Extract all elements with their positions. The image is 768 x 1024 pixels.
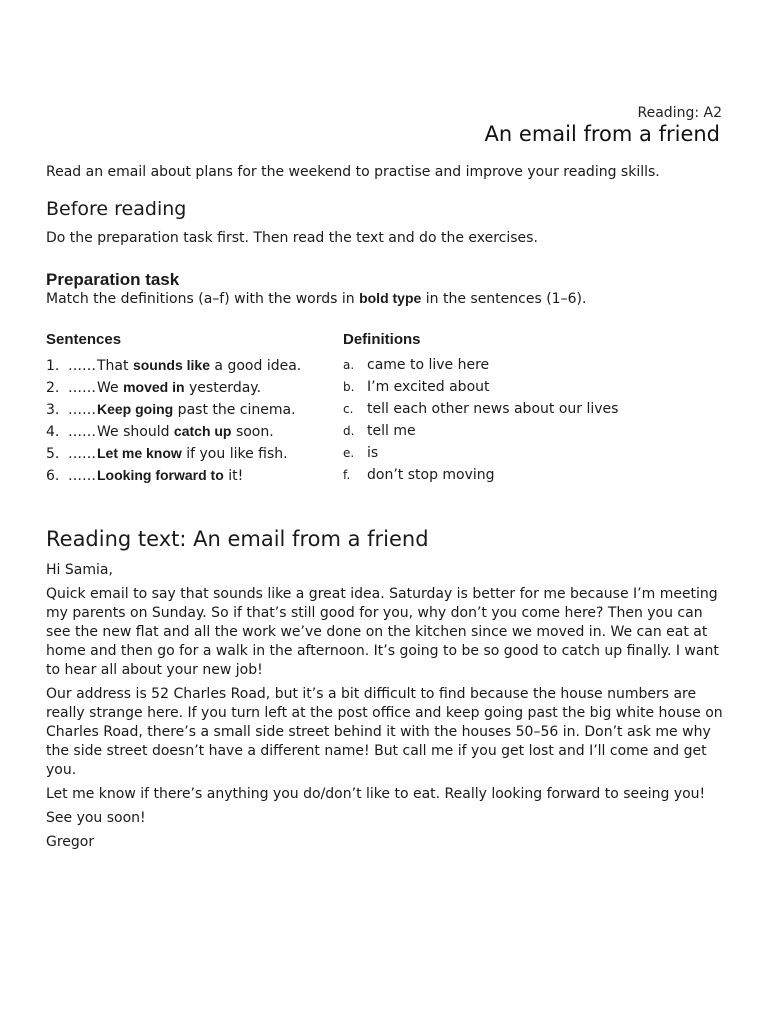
preparation-task-text xyxy=(46,290,586,307)
answer-blank: …… xyxy=(68,358,96,374)
sentence-post: yesterday. xyxy=(184,380,262,396)
sentence-number: 4. xyxy=(46,424,60,440)
definition-text: tell me xyxy=(367,423,416,439)
sentence-bold: catch up xyxy=(173,423,232,439)
sentence-bold: moved in xyxy=(123,379,185,395)
email-body xyxy=(46,561,726,857)
preparation-task-heading: Preparation task xyxy=(46,270,180,289)
definition-letter: b. xyxy=(343,380,355,394)
definition-letter: f. xyxy=(343,468,351,482)
email-paragraph-3: Let me know if there’s anything you do/don’t like to eat. Really looking forward to seeing you! xyxy=(46,786,706,802)
sentence-pre: That xyxy=(97,358,133,374)
sentences-heading: Sentences xyxy=(46,331,122,348)
answer-blank: …… xyxy=(68,468,96,484)
sentence-number: 6. xyxy=(46,468,60,484)
email-paragraph-1: Quick email to say that sounds like a great idea. Saturday is better for me because I’m meeting my parents on Sunday. So if that’s still good for you, why don’t you come here? Then you can see the new flat and all the work we’ve done on the kitchen since we moved in. We can eat at home and then go for a walk in the afternoon. It’s going to be so good to catch up finally. I want to hear all about your new job! xyxy=(46,586,719,678)
definition-text: is xyxy=(367,445,379,461)
sentence-pre: We should xyxy=(97,424,174,440)
sentences-list xyxy=(46,354,301,486)
sentence-post: if you like fish. xyxy=(181,446,288,462)
sentence-post: a good idea. xyxy=(209,358,302,374)
sentence-item xyxy=(46,442,301,464)
reading-text-heading: Reading text: An email from a friend xyxy=(46,527,429,551)
sentence-item xyxy=(46,376,301,398)
page-title: An email from a friend xyxy=(484,122,720,146)
definition-text: came to live here xyxy=(367,357,490,373)
before-reading-text: Do the preparation task first. Then read the text and do the exercises. xyxy=(46,230,538,246)
definition-letter: c. xyxy=(343,402,354,416)
prep-text-after: in the sentences (1–6). xyxy=(421,291,587,307)
sentence-bold: Let me know xyxy=(97,445,182,461)
prep-text-before: Match the definitions (a–f) with the words in xyxy=(46,291,360,307)
definition-letter: e. xyxy=(343,446,355,460)
email-signature: Gregor xyxy=(46,834,95,850)
sentence-pre: We xyxy=(97,380,124,396)
before-reading-heading: Before reading xyxy=(46,198,187,220)
sentence-number: 5. xyxy=(46,446,60,462)
sentence-item xyxy=(46,398,301,420)
definitions-heading: Definitions xyxy=(343,331,421,348)
sentence-bold: sounds like xyxy=(132,357,210,373)
sentence-item xyxy=(46,420,301,442)
sentence-number: 1. xyxy=(46,358,60,374)
sentence-number: 2. xyxy=(46,380,60,396)
definition-item xyxy=(343,376,618,398)
email-signoff: See you soon! xyxy=(46,810,146,826)
definition-item xyxy=(343,398,618,420)
definition-letter: d. xyxy=(343,424,355,438)
definition-letter: a. xyxy=(343,358,355,372)
answer-blank: …… xyxy=(68,380,96,396)
definition-text: I’m excited about xyxy=(367,379,490,395)
definition-item xyxy=(343,464,618,486)
sentence-post: soon. xyxy=(231,424,274,440)
definition-item xyxy=(343,354,618,376)
sentence-number: 3. xyxy=(46,402,60,418)
answer-blank: …… xyxy=(68,446,96,462)
sentence-bold: Keep going xyxy=(97,401,174,417)
definition-text: don’t stop moving xyxy=(367,467,495,483)
answer-blank: …… xyxy=(68,402,96,418)
definitions-list xyxy=(343,354,618,486)
answer-blank: …… xyxy=(68,424,96,440)
prep-text-bold: bold type xyxy=(359,290,422,306)
definition-item xyxy=(343,420,618,442)
intro-text: Read an email about plans for the weekend to practise and improve your reading skills. xyxy=(46,164,660,180)
sentence-bold: Looking forward to xyxy=(97,467,224,483)
level-label: Reading: A2 xyxy=(637,105,722,121)
sentence-post: it! xyxy=(223,468,244,484)
sentence-post: past the cinema. xyxy=(173,402,296,418)
email-greeting: Hi Samia, xyxy=(46,562,113,578)
definition-item xyxy=(343,442,618,464)
definition-text: tell each other news about our lives xyxy=(367,401,619,417)
email-paragraph-2: Our address is 52 Charles Road, but it’s a bit difficult to find because the house numbers are really strange here. If you turn left at the post office and keep going past the big white house on Charles Road, there’s a small side street behind it with the houses 50–56 in. Don’t ask me why the side street doesn’t have a different name! But call me if you get lost and I’ll come and get you. xyxy=(46,686,723,778)
sentence-item xyxy=(46,354,301,376)
sentence-item xyxy=(46,464,301,486)
